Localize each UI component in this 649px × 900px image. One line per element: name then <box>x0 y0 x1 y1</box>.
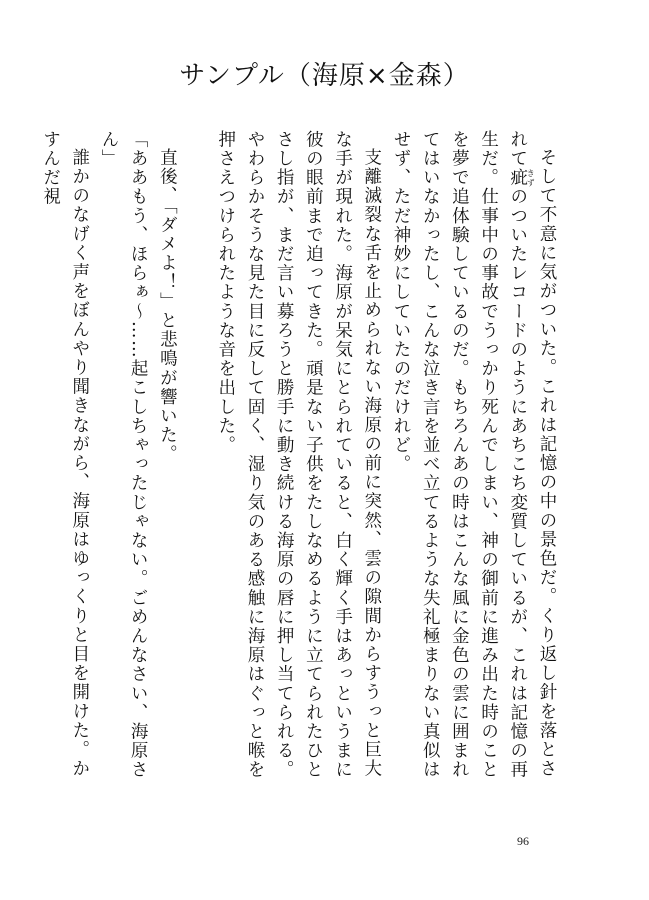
paragraph-2: 支離滅裂な舌を止められない海原の前に突然、雲の隙間からすうっと巨大な手が現れた。海原が呆気にとられていると、白く輝く手はあっというまに彼の眼前まで迫ってきた。頑是ない子供をたしなめるように立てられたひとさし指が、まだ言い募ろうと勝手に動き続ける海原の唇に押し当てられる。やわらかそうな見た目に反して固く、湿り気のある感触に海原はぐっと喉を押さえつけられたような音を出した。 <box>215 130 382 780</box>
paragraph-1 <box>386 130 561 790</box>
ruby-reading: きず <box>526 168 536 188</box>
ruby-kizu <box>507 168 536 188</box>
paragraph-3: 直後、「ダメよ！」と悲鳴が響いた。 <box>157 147 178 464</box>
paragraph-4: 「ああもう、ほらぁ～……起こしちゃったじゃない。ごめんなさい、海原さん」 <box>98 130 149 780</box>
paragraph-5: 誰かのなげく声をぼんやり聞きながら、海原はゆっくりと目を開けた。かすんだ視 <box>40 130 90 778</box>
ruby-base: 疵 <box>507 168 528 188</box>
page-number: 96 <box>517 834 529 848</box>
paragraph-1-before: そして不意に気がついた。これは記憶の中の景色だ。くり返し針を落とされて <box>507 130 557 778</box>
body-text <box>35 130 561 790</box>
page-title: サンプル（海原×金森） <box>179 61 470 91</box>
paragraph-1-after: のついたレコードのようにあちこち変質しているが、これは記憶の再生だ。仕事中の事故でうっかり死んでしまい、神の御前に進み出た時のことを夢で追体験しているのだ。もちろんあの時はこんな風に金色の雲に囲まれてはいなかったし、こんな泣き言を並べ立てるような失礼極まりない真似はせず、ただ神妙にしていたのだけれど。 <box>390 130 528 780</box>
